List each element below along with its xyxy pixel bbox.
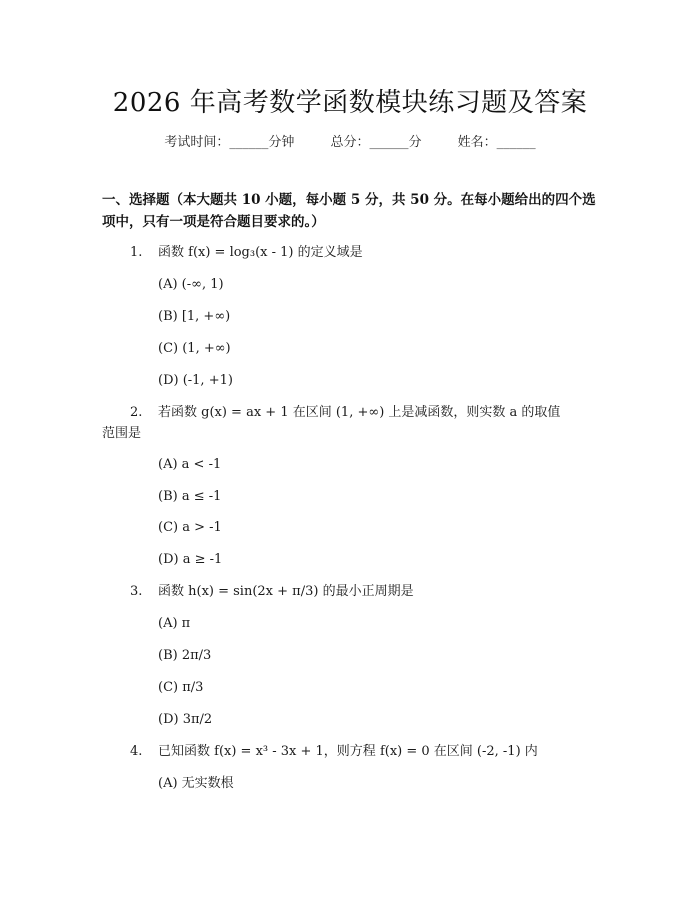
- question-1-option-a: (A) (-∞, 1): [158, 277, 224, 292]
- question-2: [102, 402, 600, 444]
- exam-time: 考试时间：______分钟: [164, 135, 295, 150]
- exam-name: 姓名：______: [457, 135, 536, 150]
- question-1-option-b: (B) [1, +∞): [158, 309, 231, 324]
- question-3: [130, 581, 600, 602]
- question-1-option-c: (C) (1, +∞): [158, 341, 231, 356]
- question-text: 若函数 g(x) = ax + 1 在区间 (1, +∞) 上是减函数，则实数 a 的取值: [158, 405, 561, 420]
- page-title: 2026 年高考数学函数模块练习题及答案: [112, 88, 588, 118]
- section-heading: 一、选择题（本大题共 10 小题，每小题 5 分，共 50 分。在每小题给出的四个选项中，只有一项是符合题目要求的。）: [102, 192, 596, 230]
- question-text: 函数 f(x) = log₃(x - 1) 的定义域是: [158, 245, 363, 260]
- exam-info: [0, 131, 700, 150]
- question-3-option-d: (D) 3π/2: [158, 712, 213, 727]
- question-1: [130, 242, 600, 263]
- question-number: 1.: [130, 245, 143, 260]
- question-number: 3.: [130, 584, 143, 599]
- question-2-option-c: (C) a > -1: [158, 520, 222, 535]
- question-number: 2.: [130, 405, 143, 420]
- question-4: [130, 741, 600, 762]
- question-1-option-d: (D) (-1, +1): [158, 373, 233, 388]
- question-2-option-a: (A) a < -1: [158, 457, 222, 472]
- question-3-option-b: (B) 2π/3: [158, 648, 212, 663]
- question-3-option-a: (A) π: [158, 616, 191, 631]
- question-2-option-d: (D) a ≥ -1: [158, 552, 223, 567]
- question-text: 已知函数 f(x) = x³ - 3x + 1，则方程 f(x) = 0 在区间 (-2, -1) 内: [158, 744, 538, 759]
- question-3-option-c: (C) π/3: [158, 680, 204, 695]
- exam-score: 总分：______分: [330, 135, 422, 150]
- question-text-continued: 范围是: [102, 426, 142, 441]
- question-number: 4.: [130, 744, 143, 759]
- question-2-option-b: (B) a ≤ -1: [158, 489, 222, 504]
- question-4-option-a: (A) 无实数根: [158, 776, 234, 791]
- question-text: 函数 h(x) = sin(2x + π/3) 的最小正周期是: [158, 584, 414, 599]
